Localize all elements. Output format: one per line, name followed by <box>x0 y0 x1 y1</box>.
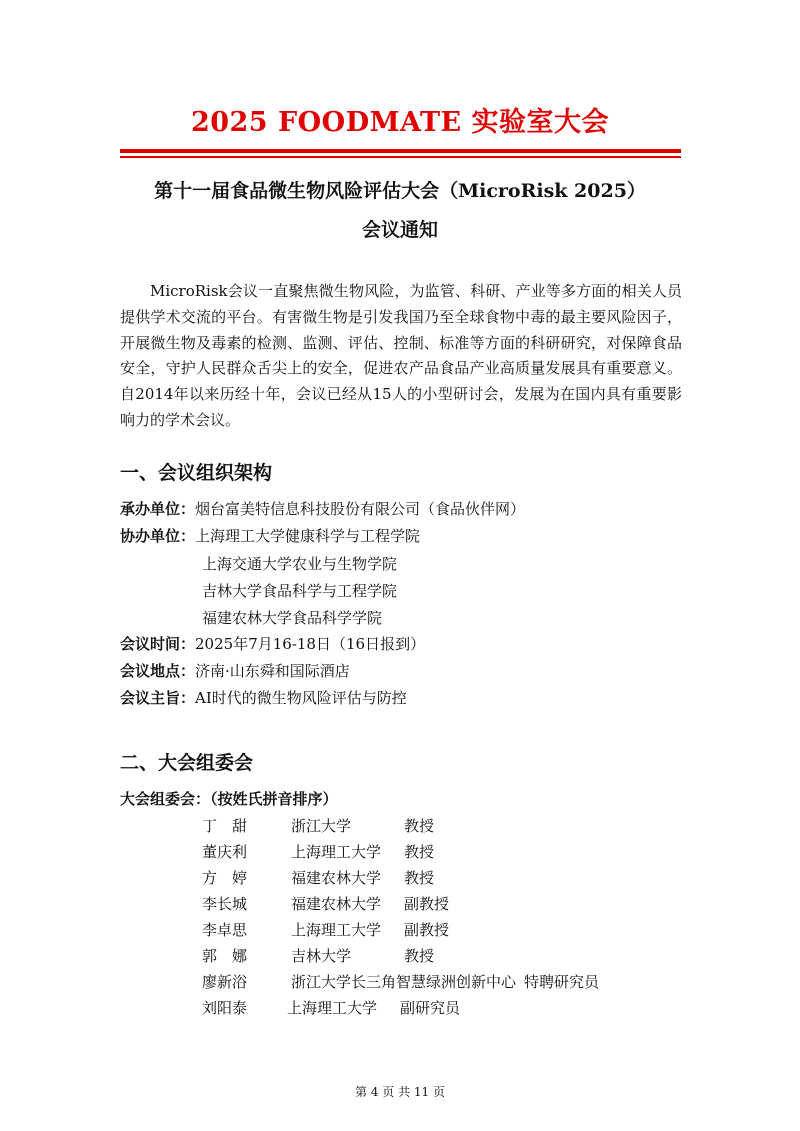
intro-paragraph: MicroRisk会议一直聚焦微生物风险，为监管、科研、产业等多方面的相关人员提供学术交流的平台。有害微生物是引发我国乃至全球食物中毒的最主要风险因子，开展微生物及毒素的检测、监测、评估、控制、标准等方面的科研研究，对保障食品安全，守护人民群众舌尖上的安全，促进农产品食品产业高质量发展具有重要意义。自2014年以来历经十年，会议已经从15人的小型研讨会，发展为在国内具有重要影响力的学术会议。 <box>120 282 682 429</box>
member-title: 教授 <box>404 869 435 887</box>
member-name: 李长城 <box>202 895 248 913</box>
committee-member <box>202 815 682 835</box>
committee-member <box>202 945 682 965</box>
section-heading-organization: 一、会议组织架构 <box>120 462 273 484</box>
member-title: 副研究员 <box>400 999 461 1017</box>
member-name: 方 婷 <box>202 869 248 887</box>
member-org: 浙江大学 <box>291 817 352 835</box>
theme-value: AI时代的微生物风险评估与防控 <box>195 689 407 707</box>
member-org: 福建农林大学 <box>291 895 382 913</box>
coorganizer-item: 上海交通大学农业与生物学院 <box>202 555 398 573</box>
organizer-row <box>120 499 525 519</box>
member-title: 副教授 <box>404 921 450 939</box>
venue-label: 会议地点： <box>120 662 196 680</box>
member-org: 福建农林大学 <box>291 869 382 887</box>
member-name: 丁 甜 <box>202 817 248 835</box>
coorganizer-item: 吉林大学食品科学与工程学院 <box>202 582 398 600</box>
venue-row <box>120 661 350 681</box>
coorganizer-row <box>120 526 420 546</box>
committee-member <box>202 971 682 991</box>
committee-member <box>202 893 682 913</box>
banner-rule-thick <box>120 149 681 153</box>
member-org: 上海理工大学 <box>291 843 382 861</box>
section-heading-committee: 二、大会组委会 <box>120 752 254 774</box>
time-row <box>120 634 425 654</box>
committee-member <box>202 997 682 1017</box>
member-title: 特聘研究员 <box>524 973 600 991</box>
coorganizer-item: 福建农林大学食品科学学院 <box>202 609 383 627</box>
theme-label: 会议主旨： <box>120 689 196 707</box>
organizer-label: 承办单位： <box>120 500 196 518</box>
organizer-value: 烟台富美特信息科技股份有限公司（食品伙伴网） <box>195 500 526 518</box>
committee-member <box>202 841 682 861</box>
banner-rule-thin <box>120 156 681 158</box>
coorganizer-value: 上海理工大学健康科学与工程学院 <box>195 527 421 545</box>
committee-member <box>202 919 682 939</box>
member-org: 浙江大学长三角智慧绿洲创新中心 <box>291 973 517 991</box>
member-org: 吉林大学 <box>291 947 352 965</box>
member-name: 李卓思 <box>202 921 248 939</box>
coorganizer-label: 协办单位： <box>120 527 196 545</box>
conference-banner: 2025 FOODMATE 实验室大会 <box>190 107 610 138</box>
page-subtitle: 会议通知 <box>361 219 438 241</box>
committee-label: 大会组委会：（按姓氏拼音排序） <box>120 790 338 808</box>
time-label: 会议时间： <box>120 635 196 653</box>
member-title: 教授 <box>404 817 435 835</box>
member-name: 董庆利 <box>202 843 248 861</box>
member-org: 上海理工大学 <box>287 999 378 1017</box>
member-title: 副教授 <box>404 895 450 913</box>
member-title: 教授 <box>404 843 435 861</box>
page-footer: 第 4 页 共 11 页 <box>355 1085 445 1099</box>
venue-value: 济南·山东舜和国际酒店 <box>195 662 350 680</box>
member-name: 郭 娜 <box>202 947 248 965</box>
committee-member <box>202 867 682 887</box>
member-title: 教授 <box>404 947 435 965</box>
time-value: 2025年7月16-18日（16日报到） <box>195 635 426 653</box>
theme-row <box>120 688 407 708</box>
member-name: 廖新浴 <box>202 973 248 991</box>
member-name: 刘阳泰 <box>202 999 248 1017</box>
member-org: 上海理工大学 <box>291 921 382 939</box>
page-title: 第十一届食品微生物风险评估大会（MicroRisk 2025） <box>154 180 646 202</box>
